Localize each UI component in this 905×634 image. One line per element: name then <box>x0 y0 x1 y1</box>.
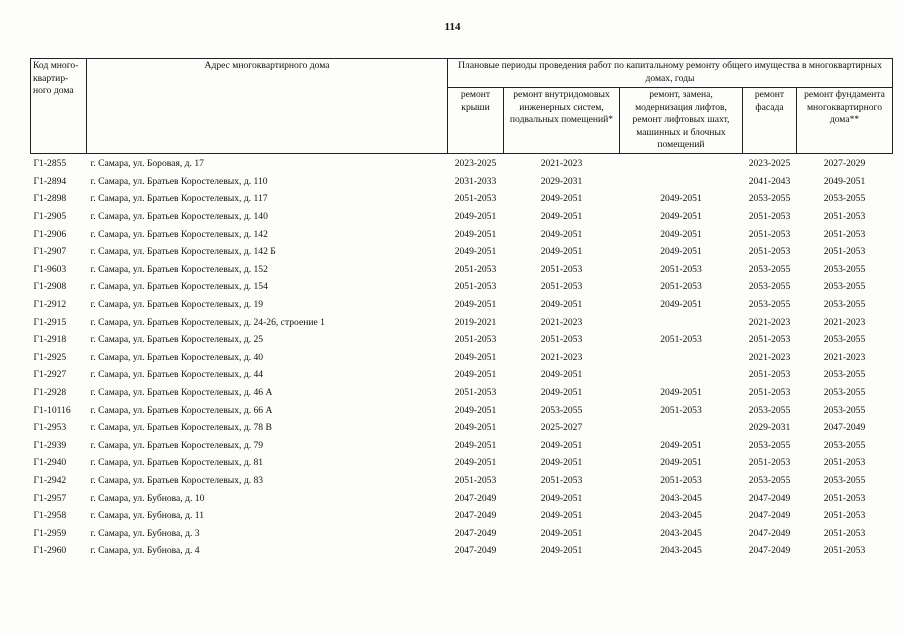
table-row <box>31 208 893 226</box>
cell-facade: 2053-2055 <box>748 439 791 451</box>
cell-lifts: 2051-2053 <box>660 334 702 346</box>
cell-lifts: 2049-2051 <box>660 246 702 258</box>
cell-address: г. Самара, ул. Братьев Коростелевых, д. 19 <box>90 299 264 311</box>
cell-foundation: 2053-2055 <box>823 299 866 311</box>
table-row <box>31 296 893 314</box>
cell-address: г. Самара, ул. Братьев Коростелевых, д. 25 <box>90 334 264 346</box>
cell-facade: 2053-2055 <box>748 263 791 275</box>
cell-address: г. Самара, ул. Братьев Коростелевых, д. 66 А <box>90 404 273 416</box>
cell-foundation: 2051-2053 <box>823 246 866 258</box>
cell-address: г. Самара, ул. Братьев Коростелевых, д. 83 <box>90 474 264 486</box>
cell-systems: 2051-2053 <box>540 281 583 293</box>
cell-systems: 2051-2053 <box>540 474 583 486</box>
cell-code: Г1-2907 <box>33 246 67 258</box>
cell-lifts: 2043-2045 <box>660 545 702 557</box>
cell-facade: 2047-2049 <box>748 492 791 504</box>
cell-code: Г1-2942 <box>33 474 67 486</box>
cell-lifts: 2049-2051 <box>660 439 702 451</box>
cell-foundation: 2021-2023 <box>823 316 866 328</box>
cell-foundation: 2051-2053 <box>823 211 866 223</box>
cell-code: Г1-2958 <box>33 510 67 522</box>
cell-lifts: 2051-2053 <box>660 281 702 293</box>
cell-foundation: 2051-2053 <box>823 510 866 522</box>
cell-facade: 2041-2043 <box>748 175 791 187</box>
cell-roof: 2049-2051 <box>454 246 497 258</box>
cell-roof: 2049-2051 <box>454 404 497 416</box>
cell-roof: 2051-2053 <box>454 193 497 205</box>
cell-address: г. Самара, ул. Братьев Коростелевых, д. 142 Б <box>90 246 276 258</box>
cell-foundation: 2053-2055 <box>823 193 866 205</box>
table-row <box>31 524 893 542</box>
cell-roof: 2047-2049 <box>454 492 497 504</box>
cell-lifts <box>620 313 743 331</box>
table-row <box>31 384 893 402</box>
cell-code: Г1-2960 <box>33 545 67 557</box>
cell-facade: 2053-2055 <box>748 193 791 205</box>
cell-foundation: 2053-2055 <box>823 387 866 399</box>
cell-code: Г1-2928 <box>33 387 67 399</box>
cell-roof: 2019-2021 <box>454 316 497 328</box>
cell-facade: 2051-2053 <box>748 211 791 223</box>
cell-systems: 2049-2051 <box>540 492 583 504</box>
cell-systems: 2051-2053 <box>540 334 583 346</box>
cell-lifts <box>620 366 743 384</box>
cell-address: г. Самара, ул. Братьев Коростелевых, д. 154 <box>90 281 268 293</box>
cell-lifts: 2051-2053 <box>660 474 702 486</box>
cell-lifts: 2049-2051 <box>660 211 702 223</box>
cell-lifts: 2043-2045 <box>660 510 702 522</box>
cell-facade: 2053-2055 <box>748 474 791 486</box>
table-row <box>31 331 893 349</box>
cell-lifts: 2049-2051 <box>660 228 702 240</box>
cell-lifts: 2049-2051 <box>660 457 702 469</box>
cell-roof: 2051-2053 <box>454 387 497 399</box>
table-row <box>31 154 893 173</box>
table-row <box>31 366 893 384</box>
cell-roof: 2049-2051 <box>454 351 497 363</box>
cell-foundation: 2053-2055 <box>823 474 866 486</box>
cell-foundation: 2051-2053 <box>823 527 866 539</box>
cell-roof: 2047-2049 <box>454 527 497 539</box>
cell-facade: 2051-2053 <box>748 334 791 346</box>
table-row <box>31 313 893 331</box>
cell-foundation: 2051-2053 <box>823 545 866 557</box>
cell-facade: 2051-2053 <box>748 369 791 381</box>
cell-roof: 2049-2051 <box>454 228 497 240</box>
cell-code: Г1-2940 <box>33 457 67 469</box>
cell-roof: 2051-2053 <box>454 474 497 486</box>
cell-code: Г1-2898 <box>33 193 67 205</box>
table-body <box>31 154 893 560</box>
cell-foundation: 2053-2055 <box>823 404 866 416</box>
cell-roof: 2047-2049 <box>454 510 497 522</box>
cell-lifts: 2049-2051 <box>660 299 702 311</box>
cell-address: г. Самара, ул. Братьев Коростелевых, д. 110 <box>90 175 268 187</box>
header-systems: ремонт внутридомовых инженерных систем, подвальных помещений* <box>504 88 620 154</box>
cell-code: Г1-2939 <box>33 439 67 451</box>
page-number: 114 <box>444 21 461 33</box>
cell-roof: 2051-2053 <box>454 281 497 293</box>
cell-foundation: 2053-2055 <box>823 263 866 275</box>
cell-code: Г1-2906 <box>33 228 67 240</box>
header-code: Код много-квартир-ного дома <box>31 59 87 154</box>
table-row <box>31 190 893 208</box>
cell-foundation: 2027-2029 <box>823 158 866 170</box>
cell-address: г. Самара, ул. Братьев Коростелевых, д. 24-26, строение 1 <box>90 316 325 328</box>
cell-roof: 2049-2051 <box>454 439 497 451</box>
cell-address: г. Самара, ул. Братьев Коростелевых, д. 152 <box>90 263 268 275</box>
cell-lifts <box>620 154 743 173</box>
header-periods-group: Плановые периоды проведения работ по капитальному ремонту общего имущества в многоквартирных домах, годы <box>448 59 893 88</box>
table-row <box>31 437 893 455</box>
cell-code: Г1-2957 <box>33 492 67 504</box>
cell-address: г. Самара, ул. Братьев Коростелевых, д. 81 <box>90 457 264 469</box>
cell-facade: 2029-2031 <box>748 422 791 434</box>
cell-foundation: 2021-2023 <box>823 351 866 363</box>
table-row <box>31 173 893 191</box>
cell-facade: 2021-2023 <box>748 351 791 363</box>
cell-roof: 2049-2051 <box>454 369 497 381</box>
table-row <box>31 507 893 525</box>
cell-systems: 2049-2051 <box>540 510 583 522</box>
cell-address: г. Самара, ул. Братьев Коростелевых, д. 79 <box>90 439 264 451</box>
cell-foundation: 2053-2055 <box>823 281 866 293</box>
cell-systems: 2049-2051 <box>540 228 583 240</box>
cell-code: Г1-2905 <box>33 211 67 223</box>
cell-facade: 2051-2053 <box>748 228 791 240</box>
cell-systems: 2053-2055 <box>540 404 583 416</box>
cell-systems: 2029-2031 <box>540 175 583 187</box>
table-row <box>31 243 893 261</box>
cell-address: г. Самара, ул. Боровая, д. 17 <box>90 158 204 170</box>
cell-systems: 2049-2051 <box>540 299 583 311</box>
cell-roof: 2051-2053 <box>454 334 497 346</box>
cell-lifts: 2043-2045 <box>660 527 702 539</box>
cell-facade: 2053-2055 <box>748 404 791 416</box>
cell-facade: 2047-2049 <box>748 545 791 557</box>
cell-facade: 2053-2055 <box>748 281 791 293</box>
cell-facade: 2053-2055 <box>748 299 791 311</box>
cell-roof: 2023-2025 <box>454 158 497 170</box>
cell-systems: 2049-2051 <box>540 527 583 539</box>
cell-address: г. Самара, ул. Братьев Коростелевых, д. 78 В <box>90 422 272 434</box>
cell-code: Г1-2915 <box>33 316 67 328</box>
cell-foundation: 2053-2055 <box>823 369 866 381</box>
cell-foundation: 2051-2053 <box>823 492 866 504</box>
cell-code: Г1-2908 <box>33 281 67 293</box>
cell-code: Г1-10116 <box>33 404 71 416</box>
cell-facade: 2023-2025 <box>748 158 791 170</box>
cell-roof: 2049-2051 <box>454 211 497 223</box>
cell-code: Г1-2918 <box>33 334 67 346</box>
cell-foundation: 2049-2051 <box>823 175 866 187</box>
table-row <box>31 349 893 367</box>
repair-schedule-table <box>30 58 893 560</box>
cell-code: Г1-2925 <box>33 351 67 363</box>
cell-lifts: 2051-2053 <box>660 263 702 275</box>
cell-roof: 2031-2033 <box>454 175 497 187</box>
cell-lifts: 2049-2051 <box>660 193 702 205</box>
cell-systems: 2049-2051 <box>540 369 583 381</box>
table-row <box>31 472 893 490</box>
cell-foundation: 2047-2049 <box>823 422 866 434</box>
cell-address: г. Самара, ул. Бубнова, д. 10 <box>90 492 205 504</box>
header-address: Адрес многоквартирного дома <box>87 59 448 154</box>
cell-systems: 2049-2051 <box>540 387 583 399</box>
cell-code: Г1-2894 <box>33 175 67 187</box>
cell-address: г. Самара, ул. Братьев Коростелевых, д. 40 <box>90 351 264 363</box>
cell-facade: 2021-2023 <box>748 316 791 328</box>
cell-lifts: 2043-2045 <box>660 492 702 504</box>
header-foundation: ремонт фундамента многоквартирного дома** <box>797 88 893 154</box>
cell-systems: 2051-2053 <box>540 263 583 275</box>
cell-roof: 2049-2051 <box>454 457 497 469</box>
cell-systems: 2021-2023 <box>540 351 583 363</box>
cell-foundation: 2051-2053 <box>823 457 866 469</box>
cell-code: Г1-9603 <box>33 263 67 275</box>
cell-systems: 2049-2051 <box>540 246 583 258</box>
header-roof: ремонт крыши <box>448 88 504 154</box>
cell-lifts: 2049-2051 <box>660 387 702 399</box>
header-lifts: ремонт, замена, модернизация лифтов, ремонт лифтовых шахт, машинных и блочных помещений <box>620 88 743 154</box>
cell-roof: 2051-2053 <box>454 263 497 275</box>
table-row <box>31 225 893 243</box>
cell-foundation: 2053-2055 <box>823 439 866 451</box>
cell-roof: 2047-2049 <box>454 545 497 557</box>
cell-address: г. Самара, ул. Братьев Коростелевых, д. 140 <box>90 211 268 223</box>
table-row <box>31 542 893 560</box>
cell-address: г. Самара, ул. Бубнова, д. 3 <box>90 527 200 539</box>
table-row <box>31 454 893 472</box>
cell-facade: 2051-2053 <box>748 246 791 258</box>
cell-systems: 2025-2027 <box>540 422 583 434</box>
cell-address: г. Самара, ул. Братьев Коростелевых, д. 117 <box>90 193 268 205</box>
cell-lifts: 2051-2053 <box>660 404 702 416</box>
table-row <box>31 278 893 296</box>
header-facade: ремонт фасада <box>743 88 797 154</box>
cell-lifts <box>620 349 743 367</box>
table-row <box>31 489 893 507</box>
table-row <box>31 261 893 279</box>
cell-facade: 2047-2049 <box>748 527 791 539</box>
cell-systems: 2049-2051 <box>540 193 583 205</box>
cell-foundation: 2051-2053 <box>823 228 866 240</box>
cell-facade: 2047-2049 <box>748 510 791 522</box>
cell-address: г. Самара, ул. Братьев Коростелевых, д. 46 А <box>90 387 273 399</box>
cell-systems: 2049-2051 <box>540 439 583 451</box>
cell-systems: 2049-2051 <box>540 545 583 557</box>
cell-lifts <box>620 419 743 437</box>
cell-foundation: 2053-2055 <box>823 334 866 346</box>
cell-facade: 2051-2053 <box>748 387 791 399</box>
cell-systems: 2021-2023 <box>540 316 583 328</box>
cell-code: Г1-2953 <box>33 422 67 434</box>
cell-address: г. Самара, ул. Бубнова, д. 11 <box>90 510 205 522</box>
cell-systems: 2049-2051 <box>540 211 583 223</box>
cell-code: Г1-2855 <box>33 158 67 170</box>
cell-address: г. Самара, ул. Братьев Коростелевых, д. 142 <box>90 228 268 240</box>
cell-lifts <box>620 173 743 191</box>
cell-address: г. Самара, ул. Братьев Коростелевых, д. 44 <box>90 369 264 381</box>
cell-systems: 2021-2023 <box>540 158 583 170</box>
table-row <box>31 401 893 419</box>
cell-roof: 2049-2051 <box>454 422 497 434</box>
cell-code: Г1-2912 <box>33 299 67 311</box>
cell-code: Г1-2959 <box>33 527 67 539</box>
cell-systems: 2049-2051 <box>540 457 583 469</box>
cell-roof: 2049-2051 <box>454 299 497 311</box>
table-row <box>31 419 893 437</box>
cell-code: Г1-2927 <box>33 369 67 381</box>
cell-address: г. Самара, ул. Бубнова, д. 4 <box>90 545 200 557</box>
cell-facade: 2051-2053 <box>748 457 791 469</box>
